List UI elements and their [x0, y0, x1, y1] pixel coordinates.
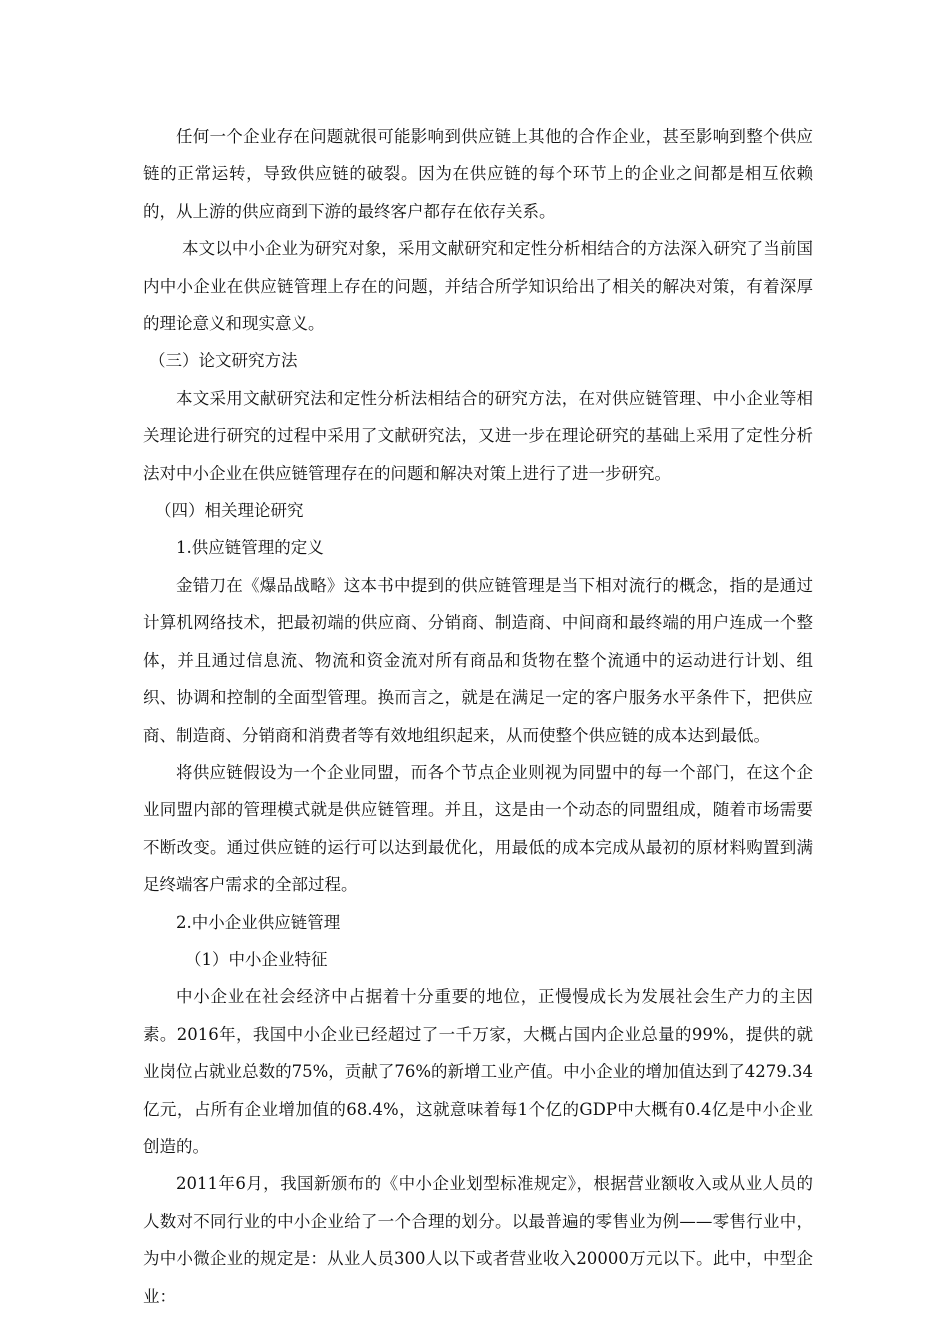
paragraph-research-method: 本文采用文献研究法和定性分析法相结合的研究方法，在对供应链管理、中小企业等相关理论进行研究的过程中采用了文献研究法，又进一步在理论研究的基础上采用了定性分析法对中小企业在供应链管理存在的问题和解决对策上进行了进一步研究。: [143, 388, 813, 483]
paragraph-scm-definition: 金错刀在《爆品战略》这本书中提到的供应链管理是当下相对流行的概念，指的是通过计算机网络技术，把最初端的供应商、分销商、制造商、中间商和最终端的用户连成一个整体，并且通过信息流、物流和资金流对所有商品和货物在整个流通中的运动进行计划、组织、协调和控制的全面型管理。换而言之，就是在满足一定的客户服务水平条件下，把供应商、制造商、分销商和消费者等有效地组织起来，从而使整个供应链的成本达到最低。: [143, 575, 813, 745]
paragraph-enterprise-alliance: 将供应链假设为一个企业同盟，而各个节点企业则视为同盟中的每一个部门，在这个企业同盟内部的管理模式就是供应链管理。并且，这是由一个动态的同盟组成，随着市场需要不断改变。通过供应链的运行可以达到最优化，用最低的成本完成从最初的原材料购置到满足终端客户需求的全部过程。: [143, 762, 813, 895]
section-heading-related-theory: （四）相关理论研究: [155, 501, 304, 521]
document-body: [143, 118, 813, 1315]
paragraph-research-object: 本文以中小企业为研究对象，采用文献研究和定性分析相结合的方法深入研究了当前国内中小企业在供应链管理上存在的问题，并结合所学知识给出了相关的解决对策，有着深厚的理论意义和现实意义。: [143, 239, 813, 334]
subheading-sme-scm: 2.中小企业供应链管理: [176, 912, 341, 932]
paragraph-sme-classification: 2011年6月，我国新颁布的《中小企业划型标准规定》，根据营业额收入或从业人员的人数对不同行业的中小企业给了一个合理的划分。以最普遍的零售业为例——零售行业中，为中小微企业的规定是：从业人员300人以下或者营业收入20000万元以下。此中，中型企业：: [143, 1174, 813, 1306]
subheading-sme-features: （1）中小企业特征: [185, 949, 328, 969]
subheading-scm-definition: 1.供应链管理的定义: [176, 538, 324, 558]
paragraph-dependency: 任何一个企业存在问题就很可能影响到供应链上其他的合作企业，甚至影响到整个供应链的正常运转，导致供应链的破裂。因为在供应链的每个环节上的企业之间都是相互依赖的，从上游的供应商到下游的最终客户都存在依存关系。: [143, 127, 813, 221]
paragraph-sme-statistics: 中小企业在社会经济中占据着十分重要的地位，正慢慢成长为发展社会生产力的主因素。2016年，我国中小企业已经超过了一千万家，大概占国内企业总量的99%，提供的就业岗位占就业总数的75%，贡献了76%的新增工业产值。中小企业的增加值达到了4279.34亿元，占所有企业增加值的68.4%，这就意味着每1个亿的GDP中大概有0.4亿是中小企业创造的。: [143, 987, 813, 1156]
section-heading-research-method: （三）论文研究方法: [149, 351, 298, 371]
